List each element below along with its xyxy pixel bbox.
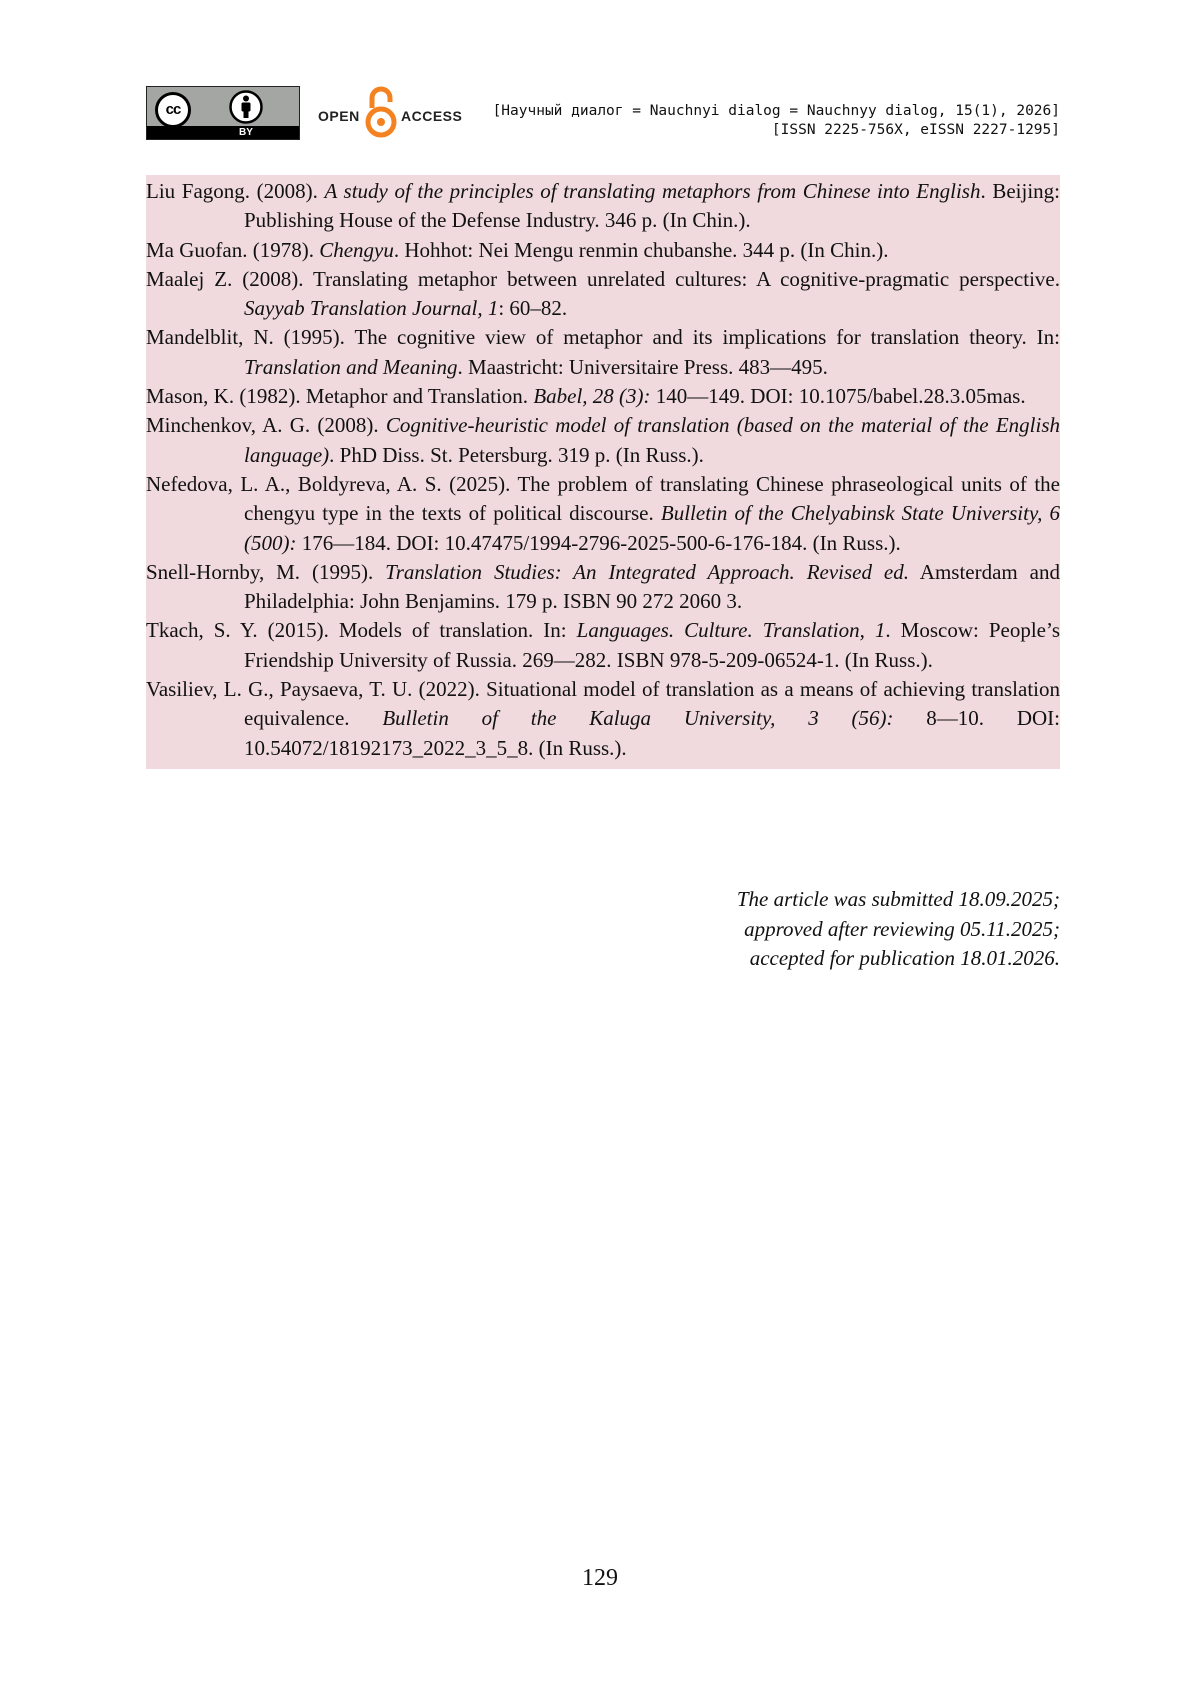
- reference-text-segment: Liu Fagong. (2008).: [146, 179, 325, 203]
- reference-entry: [146, 675, 1060, 763]
- reference-text-segment: . Maastricht: Universitaire Press. 483—495.: [457, 354, 828, 379]
- reference-text-segment: Vasiliev, L. G., Paysaeva, T. U. (2022). Situational model of translation as a means of achieving translation equivalence.: [146, 677, 1060, 731]
- reference-italic-segment: Cognitive-heuristic model of translation (based on the material of the English language): [244, 413, 1060, 467]
- reference-text-segment: . Moscow: People’s Friendship University of Russia. 269—282. ISBN 978-5-209-06524-1. (In Russ.).: [244, 618, 1060, 672]
- reference-text-segment: . PhD Diss. St. Petersburg. 319 p. (In Russ.).: [329, 442, 704, 467]
- references-list: [146, 175, 1060, 769]
- reference-text-segment: Minchenkov, A. G. (2008).: [146, 413, 386, 438]
- reference-entry: [146, 177, 1060, 236]
- reference-entry: [146, 236, 1060, 265]
- reference-text-segment: Tkach, S. Y. (2015). Models of translation. In:: [146, 618, 577, 643]
- creative-commons-icon: cc: [155, 92, 191, 128]
- open-access-open-label: OPEN: [318, 108, 360, 124]
- journal-citation: [493, 102, 1060, 140]
- reference-entry: [146, 265, 1060, 324]
- reference-text-segment: 176—184. DOI: 10.47475/1994-2796-2025-500-6-176-184. (In Russ.).: [296, 530, 901, 555]
- reference-text-segment: Mason, K. (1982). Metaphor and Translation.: [146, 384, 534, 409]
- cc-by-strip: [147, 126, 299, 139]
- reference-text-segment: . Beijing: Publishing House of the Defense Industry. 346 p. (In Chin.).: [244, 179, 1060, 233]
- reference-entry: [146, 558, 1060, 617]
- reference-italic-segment: Chengyu: [319, 237, 394, 262]
- reference-text-segment: Snell-Hornby, M. (1995).: [146, 559, 386, 584]
- page-number: 129: [582, 1565, 618, 1591]
- citation-line-2: [ISSN 2225-756X, eISSN 2227-1295]: [771, 122, 1060, 138]
- reference-text-segment: : 60–82.: [498, 296, 568, 321]
- reference-italic-segment: Translation and Meaning: [244, 354, 458, 379]
- reference-italic-segment: Bulletin of the Chelyabinsk State University, 6 (500):: [244, 501, 1061, 555]
- accepted-date: accepted for publication 18.01.2026.: [749, 946, 1060, 970]
- reference-text-segment: 8—10. DOI: 10.54072/18192173_2022_3_5_8. (In Russ.).: [244, 706, 1060, 760]
- reference-text-segment: Amsterdam and Philadelphia: John Benjamins. 179 p. ISBN 90 272 2060 3.: [244, 559, 1061, 614]
- reference-entry: [146, 323, 1060, 382]
- approved-date: approved after reviewing 05.11.2025;: [744, 916, 1060, 941]
- by-label: BY: [239, 127, 253, 138]
- citation-line-1: [Научный диалог = Nauchnyi dialog = Nauchnyy dialog, 15(1), 2026]: [492, 103, 1060, 119]
- reference-entry: [146, 411, 1060, 470]
- open-access-lock-icon: [364, 86, 398, 140]
- reference-italic-segment: Sayyab Translation Journal, 1: [244, 296, 499, 321]
- reference-text-segment: Mandelblit, N. (1995). The cognitive view of metaphor and its implications for translation theory. In:: [146, 325, 1060, 350]
- reference-italic-segment: A study of the principles of translating metaphors from Chinese into English: [324, 179, 981, 203]
- page-header: [146, 86, 1060, 146]
- submitted-date: The article was submitted 18.09.2025;: [736, 887, 1060, 911]
- reference-text-segment: 140—149. DOI: 10.1075/babel.28.3.05mas.: [650, 384, 1026, 409]
- cc-by-license-badge[interactable]: [146, 86, 300, 140]
- reference-entry: [146, 616, 1060, 675]
- reference-italic-segment: Bulletin of the Kaluga University, 3 (56):: [382, 706, 894, 731]
- article-dates: [737, 885, 1060, 974]
- reference-text-segment: Ma Guofan. (1978).: [146, 237, 320, 262]
- attribution-person-icon: [229, 90, 263, 124]
- reference-italic-segment: Languages. Culture. Translation, 1: [576, 618, 886, 643]
- open-access-access-label: ACCESS: [401, 108, 463, 124]
- reference-italic-segment: Babel, 28 (3):: [533, 384, 651, 409]
- open-access-logo[interactable]: [318, 86, 468, 140]
- reference-text-segment: Maalej Z. (2008). Translating metaphor between unrelated cultures: A cognitive-pragmatic perspective.: [146, 266, 1060, 291]
- reference-text-segment: . Hohhot: Nei Mengu renmin chubanshe. 344 p. (In Chin.).: [393, 237, 889, 262]
- reference-entry: [146, 470, 1060, 558]
- reference-entry: [146, 382, 1060, 411]
- reference-italic-segment: Translation Studies: An Integrated Approach. Revised ed.: [385, 559, 909, 584]
- reference-text-segment: Nefedova, L. A., Boldyreva, A. S. (2025). The problem of translating Chinese phraseological units of the chengyu type in the texts of political discourse.: [146, 471, 1060, 526]
